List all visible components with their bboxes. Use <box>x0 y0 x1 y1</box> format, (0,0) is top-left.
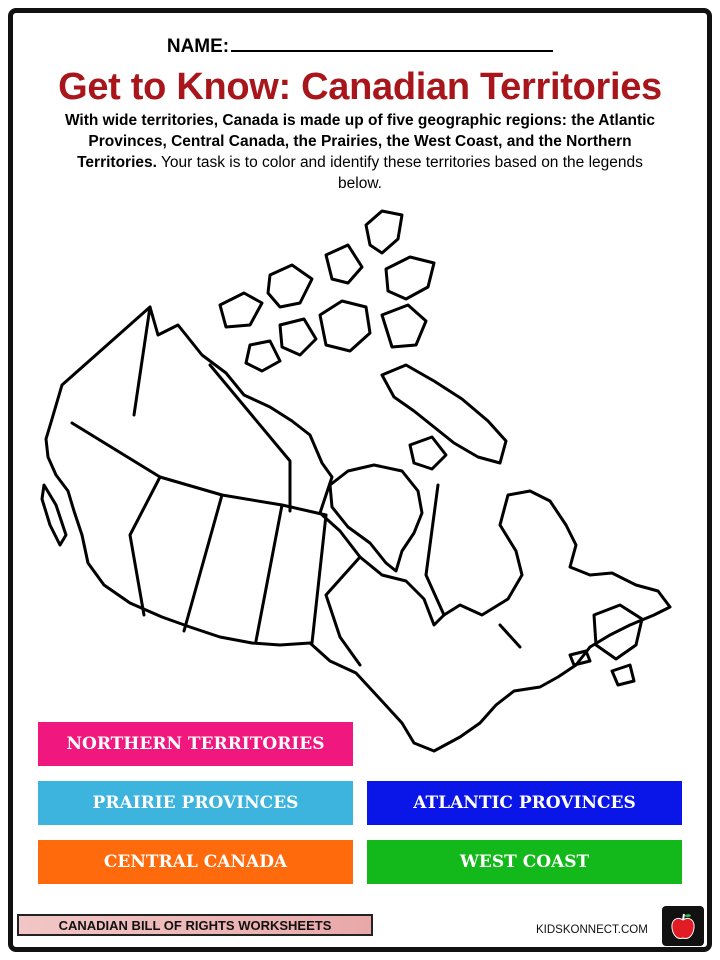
baffin-island <box>382 365 506 463</box>
arctic-island-7 <box>382 305 426 347</box>
vancouver-island <box>42 485 66 545</box>
name-label: NAME: <box>166 36 230 57</box>
border-ab-sk <box>184 495 222 631</box>
legend-atlantic-label: ATLANTIC PROVINCES <box>413 793 636 813</box>
legend-west-label: WEST COAST <box>459 852 590 872</box>
arctic-island-5 <box>326 245 362 283</box>
legend-central-label: CENTRAL CANADA <box>103 852 288 872</box>
footer-banner <box>17 914 373 936</box>
intro-normal: Your task is to color and identify these territories based on the legends below. <box>156 154 643 192</box>
arctic-island-2 <box>268 265 312 307</box>
intro-text <box>60 110 660 194</box>
border-nb <box>500 625 520 647</box>
kidskonnect-logo <box>662 906 704 946</box>
name-blank-line[interactable] <box>231 34 553 52</box>
border-60th-parallel <box>72 423 326 515</box>
name-field[interactable] <box>0 34 720 58</box>
border-mb-on <box>312 515 326 643</box>
arctic-island-4 <box>366 211 402 253</box>
intro-bold: With wide territories, Canada is made up of five geographic regions: the Atlantic Provinces, Central Canada, the Prairies, the West Coast, and the Northern Territories. <box>64 112 656 171</box>
legend-northern-territories[interactable] <box>38 722 353 766</box>
border-yt-nwt <box>134 307 150 415</box>
legend-west-coast[interactable] <box>367 840 682 884</box>
border-on-qc <box>326 557 360 665</box>
legend-atlantic-provinces[interactable] <box>367 781 682 825</box>
canada-outline-map <box>30 195 690 765</box>
cape-breton <box>612 665 634 685</box>
legend-prairie-provinces[interactable] <box>38 781 353 825</box>
border-nwt-nu <box>210 365 290 511</box>
border-bc-ab <box>130 477 160 615</box>
hudson-bay-outline <box>330 465 422 571</box>
legend-prairie-label: PRAIRIE PROVINCES <box>92 793 299 813</box>
border-sk-mb <box>256 505 282 641</box>
footer-banner-text: CANADIAN BILL OF RIGHTS WORKSHEETS <box>58 917 332 933</box>
legend-northern-label: NORTHERN TERRITORIES <box>66 734 325 754</box>
arctic-island-9 <box>246 341 280 371</box>
apple-icon <box>669 911 697 941</box>
arctic-island-1 <box>220 293 262 327</box>
arctic-island-6 <box>386 257 434 299</box>
arctic-island-3 <box>320 301 370 351</box>
page-title: Get to Know: Canadian Territories <box>58 66 662 108</box>
arctic-island-8 <box>280 319 316 355</box>
legend-central-canada[interactable] <box>38 840 353 884</box>
border-qc-lab <box>426 485 444 615</box>
site-url[interactable]: KIDSKONNECT.COM <box>536 924 648 936</box>
southampton-island <box>410 437 446 469</box>
